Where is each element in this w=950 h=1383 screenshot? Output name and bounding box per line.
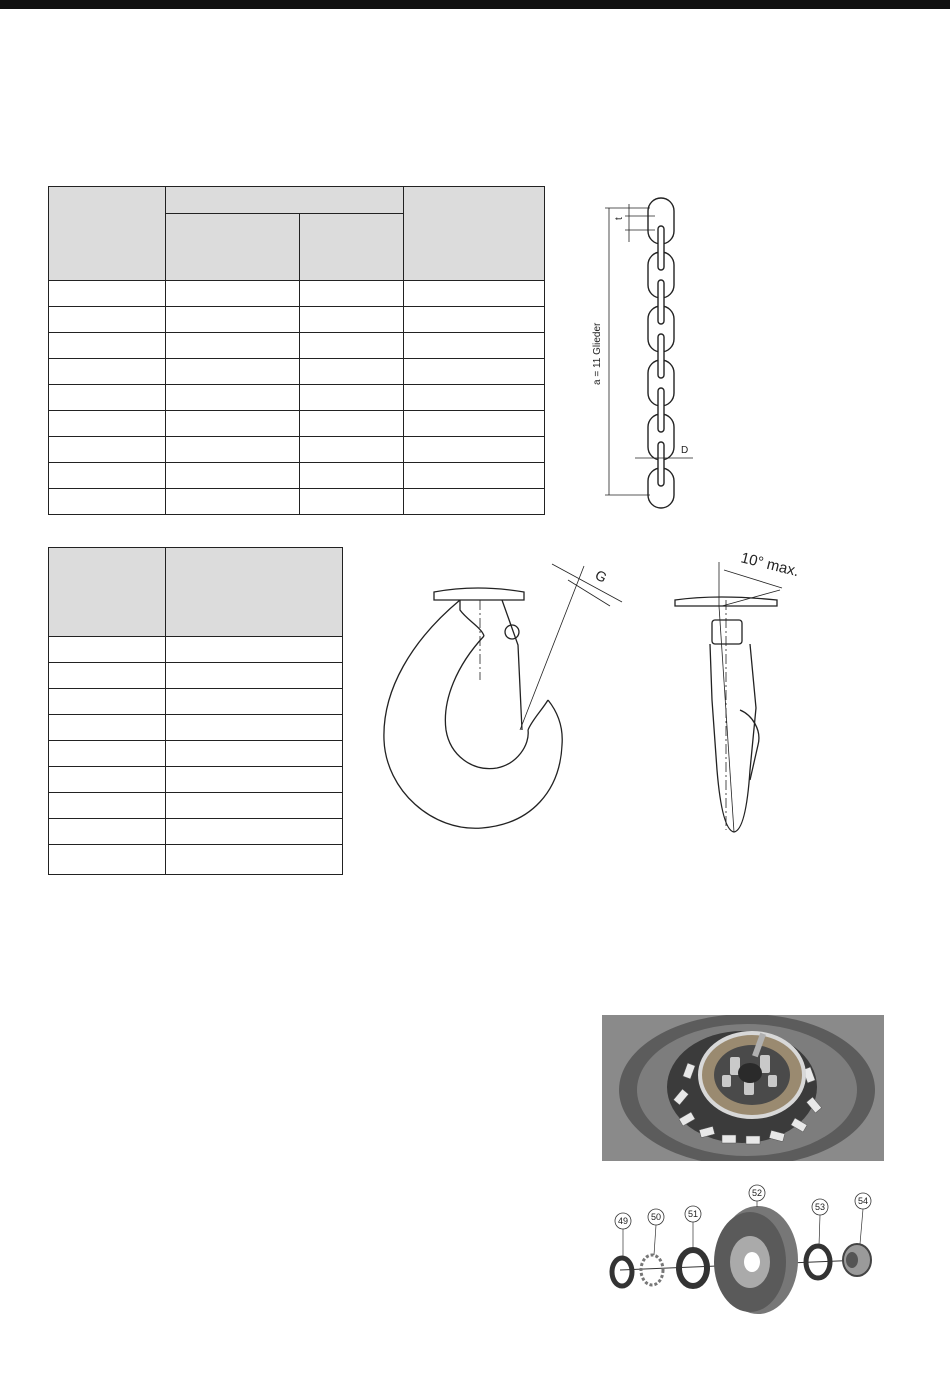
callout-50: 50 <box>650 1212 662 1222</box>
chain-dimensions-table <box>48 186 545 515</box>
header-cell <box>166 214 300 281</box>
chain-diameter-label: D <box>681 445 689 456</box>
hook-throat-label: G <box>592 566 610 586</box>
table-row <box>49 333 545 359</box>
table-row <box>49 637 343 663</box>
table-row <box>49 385 545 411</box>
table-row <box>49 689 343 715</box>
table-row <box>49 307 545 333</box>
table-row <box>49 663 343 689</box>
table-row <box>49 411 545 437</box>
header-cell <box>49 548 166 637</box>
table-header-row <box>49 548 343 637</box>
chain-diagram <box>575 190 715 515</box>
header-cell <box>404 187 545 281</box>
table-row <box>49 741 343 767</box>
callout-51: 51 <box>687 1209 699 1219</box>
header-cell <box>300 214 404 281</box>
table-row <box>49 715 343 741</box>
chain-length-label: a = 11 Glieder <box>592 322 603 385</box>
table-header-row <box>49 187 545 214</box>
callout-52: 52 <box>751 1188 763 1198</box>
hook-diagram <box>372 540 822 845</box>
hook-angle-label: 10° max. <box>739 549 801 581</box>
table-row <box>49 793 343 819</box>
table-row <box>49 767 343 793</box>
table-row <box>49 463 545 489</box>
table-row <box>49 359 545 385</box>
chain-pitch-label: t <box>614 217 625 220</box>
callout-54: 54 <box>857 1196 869 1206</box>
top-rule <box>0 0 950 9</box>
hook-dimensions-table <box>48 547 343 875</box>
brake-assembly-photo <box>602 1015 884 1161</box>
header-cell <box>49 187 166 281</box>
exploded-parts-diagram <box>600 1180 890 1320</box>
callout-53: 53 <box>814 1202 826 1212</box>
table-row <box>49 437 545 463</box>
table-row <box>49 489 545 515</box>
table-row <box>49 281 545 307</box>
table-row <box>49 819 343 845</box>
callout-49: 49 <box>617 1216 629 1226</box>
header-cell <box>166 187 404 214</box>
table-row <box>49 845 343 875</box>
header-cell <box>166 548 343 637</box>
